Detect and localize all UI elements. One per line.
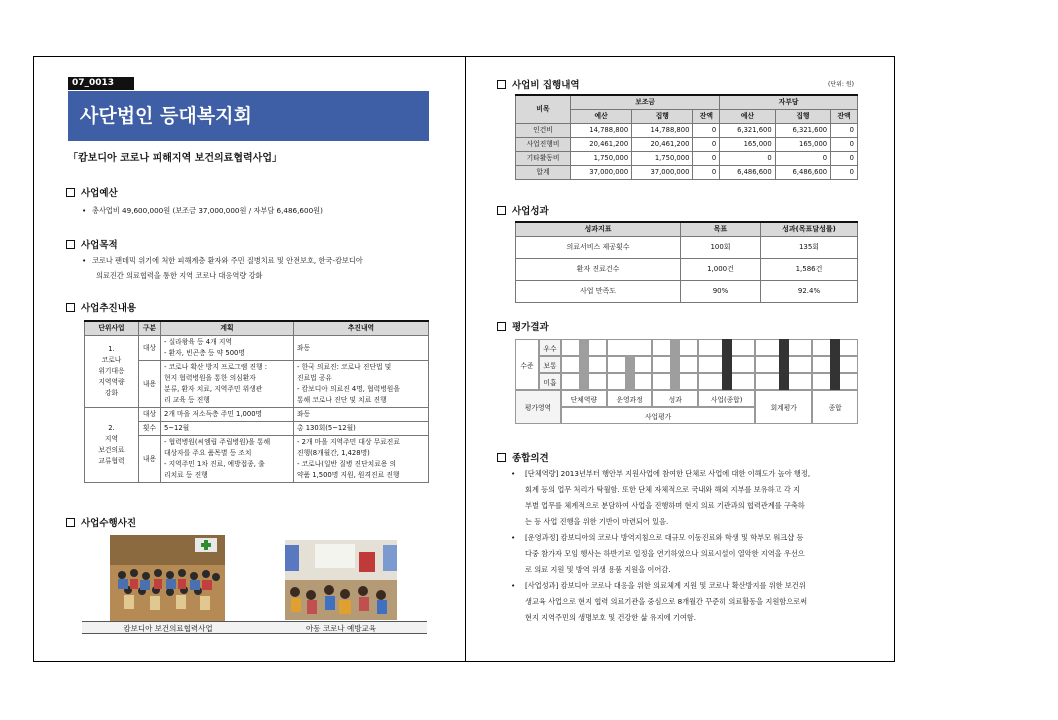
score-bar: [830, 339, 840, 390]
budget-text: • 총사업비 49,600,000원 (보조금 37,000,000원 / 자부담 6,486,600원): [82, 206, 323, 215]
eval-group-label: 사업평가: [561, 407, 755, 424]
eval-item-label: 단체역량: [561, 390, 607, 407]
result-cell: - 2개 마을 지역주민 대상 무료진료 진행(8개월간, 1,428명) - 코로나(일반 질병 진단치료용 의 약품 1,500명 지원, 원격진료 진행: [294, 436, 429, 483]
section-purpose-heading: [66, 237, 118, 251]
progress-header: 구분: [139, 321, 161, 336]
area-label: 평가영역: [515, 390, 561, 424]
expense-subheader: 잔액: [831, 110, 858, 124]
grid-cell: [607, 339, 653, 356]
table-row: [85, 336, 429, 361]
result-cell: 좌동: [294, 336, 429, 361]
project-subtitle: 「캄보디아 코로나 피해지역 보건의료협력사업」: [68, 153, 282, 164]
checkbox-icon: [497, 206, 506, 215]
expense-value: 0: [693, 124, 720, 138]
checkbox-icon: [497, 453, 506, 462]
outcome-result: 135회: [761, 237, 858, 259]
outcome-target: 100회: [681, 237, 761, 259]
expense-subheader: 잔액: [693, 110, 720, 124]
expense-value: 6,486,600: [720, 166, 775, 180]
type-cell: 횟수: [139, 422, 161, 436]
result-cell: 좌동: [294, 408, 429, 422]
photo-cambodia-group: [110, 535, 225, 621]
purpose-text: • 코로나 팬데믹 위기에 처한 피해계층 환자와 주민 질병치료 및 안전보호, 한국-캄보디아 의료진간 의료협력을 통한 지역 코로나 대응역량 강화: [82, 253, 432, 283]
expense-value: 165,000: [775, 138, 830, 152]
outcome-target: 1,000건: [681, 259, 761, 281]
table-row: [516, 138, 858, 152]
section-budget-heading: [66, 185, 118, 199]
eval-item-label: 사업(종합): [698, 390, 755, 407]
section-evaluation-heading: [497, 319, 549, 333]
level-label: 수준: [515, 339, 539, 390]
purpose-line-2: 의료진간 의료협력을 통한 지역 코로나 대응역량 강화: [96, 271, 263, 280]
level-name: 보통: [539, 356, 561, 373]
outcome-header: 목표: [681, 222, 761, 237]
expense-item: 인건비: [516, 124, 571, 138]
classroom-photo-image: [285, 540, 397, 620]
expense-value: 20,461,200: [632, 138, 693, 152]
expense-header-group: 자부담: [720, 95, 858, 110]
checkbox-icon: [66, 303, 75, 312]
score-bar: [779, 339, 789, 390]
section-outcome-heading: [497, 203, 549, 217]
expense-value: 20,461,200: [571, 138, 632, 152]
column-divider: [465, 56, 466, 662]
opinion-line: [단체역량] 2013년부터 행안부 지원사업에 참여한 단체로 사업에 대한 이해도가 높아 행정,: [525, 469, 811, 478]
heading-text: 사업예산: [81, 188, 118, 199]
expense-value: 6,486,600: [775, 166, 830, 180]
checkbox-icon: [66, 240, 75, 249]
checkbox-icon: [497, 80, 506, 89]
photo-caption-2: 아동 코로나 예방교육: [306, 624, 376, 633]
type-cell: 대상: [139, 408, 161, 422]
opinion-paragraph-2: • [운영과정] 캄보디아의 코로나 방역지침으로 대규모 이동진료와 학생 및 학부모 워크샵 등 다중 참가자 모임 행사는 하반기로 일정을 연기하였으나 의료시설이 열악한 지역을 우선으 로 의료 지원 및 방역 위생 용품 지원을 이어감.: [511, 530, 863, 578]
table-row: [516, 259, 858, 281]
section-progress-heading: [66, 300, 136, 314]
progress-table: [84, 320, 429, 483]
plan-cell: 2개 마을 저소득층 주민 1,000명: [161, 408, 294, 422]
expense-value: 0: [831, 152, 858, 166]
plan-cell: - 실라왕육 등 4개 지역 - 환자, 빈곤층 등 약 500명: [161, 336, 294, 361]
outcome-header: 성과지표: [516, 222, 681, 237]
heading-text: 종합의견: [512, 453, 549, 464]
heading-text: 사업비 집행내역: [512, 80, 580, 91]
photo-children-education: [285, 540, 397, 620]
type-cell: 대상: [139, 336, 161, 361]
opinion-line: 다중 참가자 모임 행사는 하반기로 일정을 연기하였으나 의료시설이 열악한 지역을 우선으: [525, 549, 805, 558]
purpose-line-1: 코로나 팬데믹 위기에 처한 피해계층 환자와 주민 질병치료 및 안전보호, 한국-캄보디아: [92, 256, 363, 265]
progress-header: 추진내역: [294, 321, 429, 336]
opinion-paragraph-3: • [사업성과] 캄보디아 코로나 대응을 위한 의료체계 지원 및 코로나 확산방지를 위한 보건위 생교육 사업으로 현지 협력 의료기관을 중심으로 8개월간 꾸준히 의료활동을 지원함으로써 현지 지역주민의 생명보호 및 건강한 삶 유지에 기여함.: [511, 578, 863, 626]
expense-value: 0: [775, 152, 830, 166]
table-row: [516, 281, 858, 303]
progress-header: 계획: [161, 321, 294, 336]
organization-title: 사단법인 등대복지회: [68, 91, 429, 141]
unit-cell: 2. 지역 보건의료 교류협력: [85, 408, 139, 483]
expense-value: 6,321,600: [775, 124, 830, 138]
type-cell: 내용: [139, 436, 161, 483]
section-photos-heading: [66, 515, 136, 529]
overall-label: 종합: [812, 390, 858, 424]
plan-cell: 5~12월: [161, 422, 294, 436]
expense-item: 기타활동비: [516, 152, 571, 166]
opinion-line: 회계 등의 업무 처리가 탁월함. 또한 단체 자체적으로 국내와 해외 지부를 보유하고 각 지: [525, 485, 800, 494]
heading-text: 사업목적: [81, 240, 118, 251]
expense-subheader: 집행: [775, 110, 830, 124]
outcome-indicator: 환자 진료건수: [516, 259, 681, 281]
expense-subheader: 집행: [632, 110, 693, 124]
opinion-line: 부별 업무를 체계적으로 분담하여 사업을 진행하며 현지 의료 기관과의 협력관계를 구축하: [525, 501, 805, 510]
opinion-line: 로 의료 지원 및 방역 위생 용품 지원을 이어감.: [525, 565, 671, 574]
expense-table: [515, 94, 858, 180]
opinion-paragraph-1: • [단체역량] 2013년부터 행안부 지원사업에 참여한 단체로 사업에 대한 이해도가 높아 행정, 회계 등의 업무 처리가 탁월함. 또한 단체 자체적으로 국내와 해외 지부를 보유하고 각 지 부별 업무를 체계적으로 분담하여 사업을 진행하며 현지 의료 기관과의 협력관계를 구축하 는 등 사업 진행을 위한 기반이 마련되어 있음.: [511, 466, 863, 530]
expense-value: 0: [693, 166, 720, 180]
expense-value: 0: [693, 152, 720, 166]
expense-value: 1,750,000: [632, 152, 693, 166]
expense-item: 사업진행비: [516, 138, 571, 152]
outcome-target: 90%: [681, 281, 761, 303]
type-cell: 내용: [139, 361, 161, 408]
unit-cell: 1. 코로나 위기대응 지역역량 강화: [85, 336, 139, 408]
expense-subheader: 예산: [720, 110, 775, 124]
section-opinion-heading: [497, 450, 549, 464]
outcome-indicator: 의료서비스 제공횟수: [516, 237, 681, 259]
budget-value: 총사업비 49,600,000원 (보조금 37,000,000원 / 자부담 6,486,600원): [92, 206, 323, 215]
result-cell: 총 130회(5~12월): [294, 422, 429, 436]
table-row: [516, 166, 858, 180]
expense-item: 합계: [516, 166, 571, 180]
level-name: 미흡: [539, 373, 561, 390]
expense-header-group: 보조금: [571, 95, 720, 110]
table-row: [516, 152, 858, 166]
checkbox-icon: [497, 322, 506, 331]
expense-header-item: 비목: [516, 95, 571, 124]
expense-value: 1,750,000: [571, 152, 632, 166]
score-bar: [722, 339, 732, 390]
plan-cell: - 협력병원(씨엠립 주립병원)을 통해 대상자를 주요 품목별 등 조치 - 지역주민 1차 진료, 예방접종, 출 리치료 등 진행: [161, 436, 294, 483]
opinion-line: 현지 지역주민의 생명보호 및 건강한 삶 유지에 기여함.: [525, 613, 697, 622]
score-bar: [670, 339, 680, 390]
expense-unit: (단위: 원): [828, 81, 854, 88]
expense-value: 0: [831, 138, 858, 152]
expense-value: 165,000: [720, 138, 775, 152]
outcome-header: 성과(목표달성률): [761, 222, 858, 237]
outcome-result: 1,586건: [761, 259, 858, 281]
expense-value: 6,321,600: [720, 124, 775, 138]
accounting-label: 회계평가: [755, 390, 812, 424]
expense-value: 0: [831, 124, 858, 138]
table-row: [85, 408, 429, 422]
eval-item-label: 운영과정: [607, 390, 653, 407]
evaluation-grid: [515, 339, 858, 425]
opinion-line: 는 등 사업 진행을 위한 기반이 마련되어 있음.: [525, 517, 669, 526]
opinion-line: 생교육 사업으로 현지 협력 의료기관을 중심으로 8개월간 꾸준히 의료활동을 지원함으로써: [525, 597, 808, 606]
group-photo-image: [110, 535, 225, 621]
result-cell: - 한국 의료진: 코로나 진단법 및 진료법 공유 - 캄보디아 의료진 4명, 협력병원을 통해 코로나 진단 및 치료 진행: [294, 361, 429, 408]
expense-value: 0: [720, 152, 775, 166]
plan-cell: - 코로나 확산 방지 프로그램 진행 : 현지 협력병원을 통한 의심환자 분류, 환자 치료, 지역주민 위생관 리 교육 등 진행: [161, 361, 294, 408]
expense-value: 14,788,800: [571, 124, 632, 138]
score-bar: [625, 356, 635, 390]
heading-text: 사업추진내용: [81, 303, 137, 314]
progress-header: 단위사업: [85, 321, 139, 336]
checkbox-icon: [66, 188, 75, 197]
heading-text: 사업성과: [512, 206, 549, 217]
score-bar: [579, 339, 589, 390]
level-name: 우수: [539, 339, 561, 356]
eval-item-label: 성과: [652, 390, 698, 407]
table-row: [516, 237, 858, 259]
heading-text: 사업수행사진: [81, 518, 137, 529]
expense-value: 14,788,800: [632, 124, 693, 138]
expense-value: 37,000,000: [571, 166, 632, 180]
outcome-result: 92.4%: [761, 281, 858, 303]
outcome-indicator: 사업 만족도: [516, 281, 681, 303]
heading-text: 평가결과: [512, 322, 549, 333]
document-code: 07_0013: [68, 77, 134, 90]
section-expense-heading: [497, 77, 580, 91]
expense-subheader: 예산: [571, 110, 632, 124]
table-row: [516, 124, 858, 138]
expense-value: 0: [693, 138, 720, 152]
opinion-line: [운영과정] 캄보디아의 코로나 방역지침으로 대규모 이동진료와 학생 및 학부모 워크샵 등: [525, 533, 804, 542]
opinion-line: [사업성과] 캄보디아 코로나 대응을 위한 의료체계 지원 및 코로나 확산방지를 위한 보건위: [525, 581, 806, 590]
expense-value: 37,000,000: [632, 166, 693, 180]
photo-caption-1: 캄보디아 보건의료협력사업: [123, 624, 213, 633]
expense-value: 0: [831, 166, 858, 180]
checkbox-icon: [66, 518, 75, 527]
outcome-table: [515, 221, 858, 303]
